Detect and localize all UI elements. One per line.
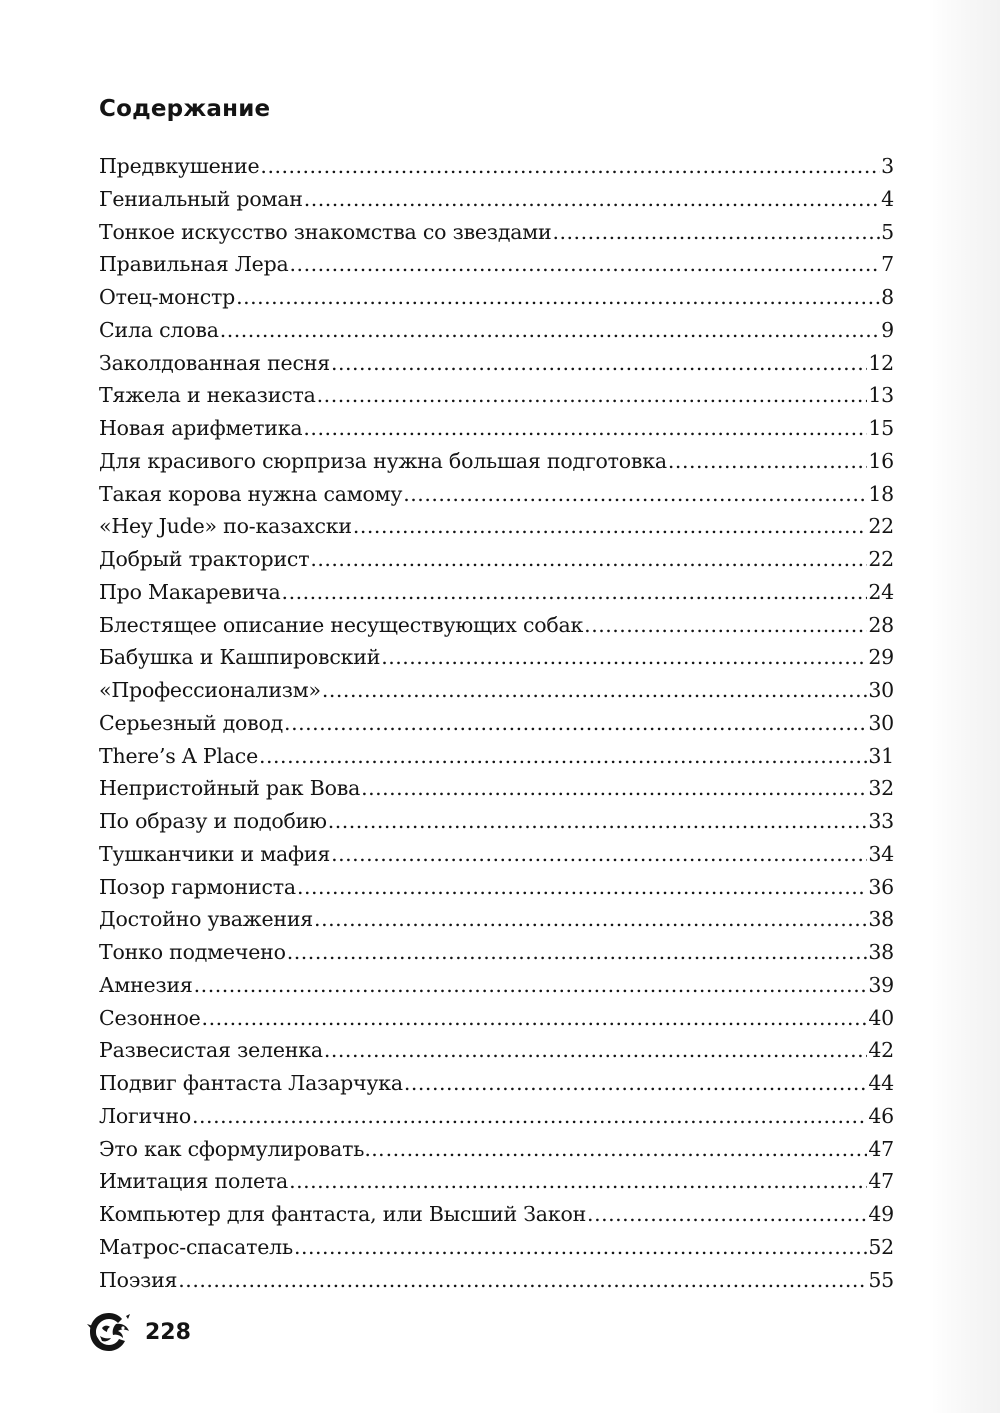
- toc-entry-title: Про Макаревича: [99, 579, 281, 604]
- dot-leader: [202, 1002, 868, 1034]
- dot-leader: [331, 838, 867, 870]
- dot-leader: [297, 871, 867, 903]
- toc-entry-title: Амнезия: [99, 972, 193, 997]
- dot-leader: [284, 707, 867, 739]
- toc-entry: [99, 1231, 894, 1264]
- toc-entry-title: Для красивого сюрприза нужна большая подготовка: [99, 448, 667, 473]
- toc-entry: [99, 707, 894, 740]
- toc-entry-page: 44: [868, 1071, 894, 1095]
- toc-entry-title: Подвиг фантаста Лазарчука: [99, 1071, 403, 1095]
- dot-leader: [668, 445, 867, 477]
- toc-entry-title: Это как сформулировать…: [99, 1136, 385, 1161]
- toc-entry-page: 30: [868, 678, 894, 702]
- toc-entry-page: 36: [868, 874, 894, 899]
- dot-leader: [331, 347, 867, 379]
- toc-entry-title: Тонкое искусство знакомства со звездами: [99, 219, 552, 244]
- page-edge-shadow: [930, 0, 1000, 1413]
- dot-leader: [178, 1264, 867, 1296]
- toc-entry: [99, 379, 894, 412]
- toc-entry: [99, 1067, 894, 1100]
- dot-leader: [304, 183, 880, 215]
- toc-entry-title: Правильная Лера: [99, 252, 289, 277]
- toc-entry: [99, 1165, 894, 1198]
- toc-entry-title: Поэзия: [99, 1267, 178, 1292]
- dot-leader: [386, 1133, 868, 1165]
- toc-entry: [99, 543, 894, 576]
- dot-leader: [194, 969, 868, 1001]
- toc-entry-page: 16: [868, 448, 894, 473]
- toc-entry-page: 30: [868, 710, 894, 735]
- toc-entry-title: Достойно уважения: [99, 907, 314, 932]
- toc-entry: [99, 183, 894, 216]
- toc-entry: [99, 248, 894, 281]
- toc-entry: [99, 936, 894, 969]
- toc-entry: [99, 445, 894, 478]
- toc-entry-page: 15: [868, 416, 894, 440]
- dot-leader: [220, 314, 880, 346]
- toc-entry-page: 55: [868, 1267, 894, 1292]
- toc-entry-page: 34: [868, 841, 894, 866]
- toc-entry: [99, 150, 894, 183]
- dot-leader: [317, 379, 868, 411]
- toc-entry-title: Такая корова нужна самому: [99, 481, 403, 506]
- dot-leader: [192, 1100, 867, 1132]
- toc-entry-title: Тяжела и неказиста: [99, 383, 316, 408]
- toc-entry-title: Непристойный рак Вова: [99, 776, 361, 801]
- toc-entry-title: Бабушка и Кашпировский: [99, 645, 381, 670]
- toc-entry-page: 32: [868, 776, 894, 801]
- table-of-contents: [99, 150, 894, 1296]
- toc-entry: [99, 1198, 894, 1231]
- toc-entry: [99, 1100, 894, 1133]
- dot-leader: [328, 805, 868, 837]
- dragon-emblem-icon: [86, 1310, 132, 1354]
- toc-entry-page: 12: [868, 350, 894, 375]
- toc-entry-page: 47: [868, 1169, 894, 1194]
- toc-entry-page: 38: [868, 907, 894, 932]
- toc-entry-page: 7: [881, 252, 894, 277]
- toc-entry-page: 22: [868, 514, 894, 539]
- dot-leader: [322, 674, 867, 706]
- toc-entry-title: Сила слова: [99, 317, 219, 342]
- toc-entry-title: Развесистая зеленка: [99, 1038, 323, 1063]
- toc-entry-title: Гениальный роман: [99, 186, 303, 211]
- dot-leader: [303, 412, 867, 444]
- toc-entry-title: Позор гармониста: [99, 874, 296, 899]
- toc-entry: [99, 510, 894, 543]
- dot-leader: [403, 478, 867, 510]
- toc-entry-page: 24: [868, 579, 894, 604]
- toc-entry-page: 46: [868, 1103, 894, 1128]
- toc-entry: [99, 412, 894, 445]
- toc-entry-page: 33: [868, 809, 894, 833]
- toc-entry-title: Тонко подмечено: [99, 940, 286, 964]
- toc-entry-page: 38: [868, 940, 894, 964]
- toc-entry-title: Новая арифметика: [99, 416, 303, 440]
- toc-entry-page: 39: [868, 972, 894, 997]
- toc-entry-title: Добрый тракторист: [99, 547, 310, 571]
- dot-leader: [259, 740, 867, 772]
- toc-entry-title: По образу и подобию: [99, 809, 327, 833]
- dot-leader: [361, 772, 867, 804]
- toc-entry-title: Серьезный довод: [99, 710, 284, 735]
- toc-entry-page: 8: [881, 285, 894, 309]
- toc-entry: [99, 314, 894, 347]
- dot-leader: [324, 1034, 867, 1066]
- toc-entry-page: 52: [868, 1234, 894, 1259]
- toc-entry: [99, 838, 894, 871]
- dot-leader: [381, 641, 867, 673]
- toc-entry-title: Сезонное: [99, 1005, 201, 1030]
- dot-leader: [353, 510, 867, 542]
- toc-entry: [99, 674, 894, 707]
- dot-leader: [404, 1067, 867, 1099]
- toc-entry: [99, 903, 894, 936]
- toc-entry-title: Компьютер для фантаста, или Высший Закон: [99, 1202, 587, 1226]
- dot-leader: [294, 1231, 867, 1263]
- toc-entry-page: 4: [881, 186, 894, 211]
- toc-entry-title: Тушканчики и мафия: [99, 841, 331, 866]
- toc-entry: [99, 1264, 894, 1297]
- toc-entry: [99, 478, 894, 511]
- page-number: 228: [145, 1319, 191, 1345]
- toc-entry-title: Имитация полета: [99, 1169, 289, 1194]
- toc-entry: [99, 576, 894, 609]
- toc-entry-page: 18: [868, 481, 894, 506]
- toc-entry: [99, 1002, 894, 1035]
- toc-entry: [99, 1034, 894, 1067]
- dot-leader: [260, 150, 880, 182]
- toc-entry-title: «Профессионализм»: [99, 678, 321, 702]
- dot-leader: [310, 543, 867, 575]
- toc-entry: [99, 609, 894, 642]
- toc-entry-page: 49: [868, 1202, 894, 1226]
- toc-entry: [99, 871, 894, 904]
- dot-leader: [587, 1198, 867, 1230]
- toc-entry-page: 40: [868, 1005, 894, 1030]
- dot-leader: [584, 609, 867, 641]
- toc-entry-page: 3: [881, 154, 894, 178]
- dot-leader: [236, 281, 880, 313]
- dot-leader: [287, 936, 868, 968]
- toc-entry-page: 5: [881, 219, 894, 244]
- toc-entry-title: Отец-монстр: [99, 285, 236, 309]
- toc-entry: [99, 641, 894, 674]
- dot-leader: [314, 903, 867, 935]
- toc-entry-title: Заколдованная песня: [99, 350, 330, 375]
- toc-entry-title: «Hey Jude» по-казахски: [99, 514, 352, 539]
- toc-entry-page: 22: [868, 547, 894, 571]
- toc-entry-page: 47: [868, 1136, 894, 1161]
- toc-entry-page: 28: [868, 612, 894, 637]
- toc-entry-page: 13: [868, 383, 894, 408]
- toc-entry-title: Предвкушение: [99, 154, 260, 178]
- toc-entry: [99, 772, 894, 805]
- dot-leader: [553, 216, 881, 248]
- toc-entry: [99, 347, 894, 380]
- toc-entry: [99, 740, 894, 773]
- dot-leader: [289, 1165, 867, 1197]
- page-footer: [86, 1310, 191, 1354]
- dot-leader: [282, 576, 868, 608]
- dot-leader: [290, 248, 881, 280]
- toc-entry-page: 9: [881, 317, 894, 342]
- page-title: Содержание: [99, 96, 271, 122]
- toc-entry-page: 29: [868, 645, 894, 670]
- toc-entry: [99, 216, 894, 249]
- toc-entry: [99, 1133, 894, 1166]
- toc-entry: [99, 805, 894, 838]
- toc-entry-page: 42: [868, 1038, 894, 1063]
- toc-entry-title: Логично: [99, 1103, 192, 1128]
- toc-entry-title: Матрос-спасатель: [99, 1234, 293, 1259]
- toc-entry-title: There’s A Place: [99, 743, 258, 768]
- toc-entry-page: 31: [868, 743, 894, 768]
- toc-entry: [99, 281, 894, 314]
- toc-entry-title: Блестящее описание несуществующих собак: [99, 612, 584, 637]
- toc-entry: [99, 969, 894, 1002]
